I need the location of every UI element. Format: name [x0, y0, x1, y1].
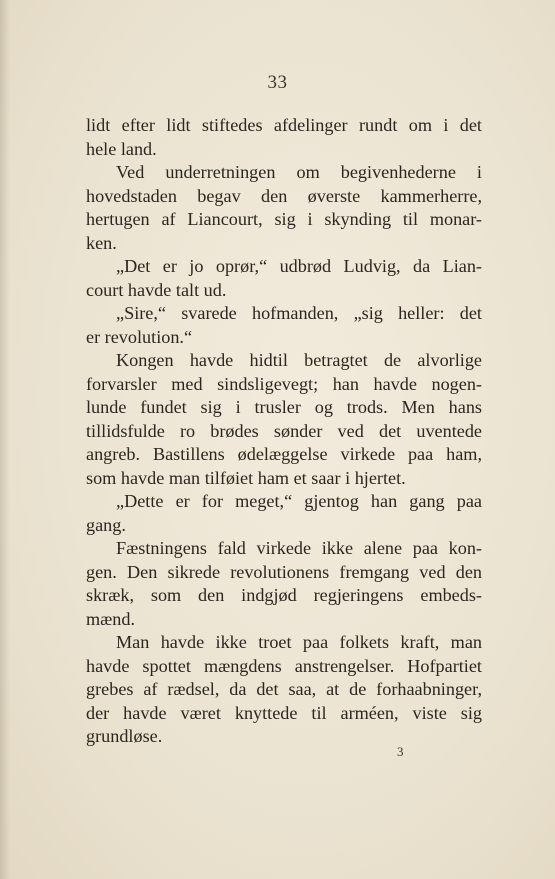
- text-line: hele land.: [86, 138, 157, 159]
- text-line: court havde talt ud.: [86, 279, 227, 300]
- text-line: som havde man tilføiet ham et saar i hjertet.: [86, 467, 406, 488]
- text-line: lunde fundet sig i trusler og trods. Men hans: [86, 397, 482, 417]
- signature-mark: 3: [397, 744, 404, 759]
- text-line: Fæstningens fald virkede ikke alene paa kon-: [116, 538, 482, 558]
- page-edge-shadow: [0, 0, 10, 879]
- text-line: er revolution.“: [86, 326, 193, 347]
- text-line: forvarsler med sindsligevegt; han havde nogen-: [86, 373, 482, 394]
- text-line: „Sire,“ svarede hofmanden, „sig heller: det: [116, 303, 482, 323]
- page-number: 33: [267, 72, 288, 93]
- text-line: „Det er jo oprør,“ udbrød Ludvig, da Lian-: [116, 256, 482, 276]
- text-line: hovedstaden begav den øverste kammerherre,: [86, 185, 482, 206]
- text-line: grebes af rædsel, da det saa, at de forhaabninger,: [86, 679, 482, 699]
- text-line: „Dette er for meget,“ gjentog han gang paa: [116, 491, 482, 511]
- text-line: der havde været knyttede til arméen, viste sig: [86, 702, 482, 723]
- text-line: gen. Den sikrede revolutionens fremgang ved den: [86, 561, 482, 582]
- text-line: angreb. Bastillens ødelæggelse virkede paa ham,: [86, 444, 482, 464]
- text-line: havde spottet mængdens anstrengelser. Hofpartiet: [86, 655, 482, 676]
- text-line: Kongen havde hidtil betragtet de alvorlige: [116, 350, 482, 370]
- text-line: gang.: [86, 514, 126, 535]
- text-line: ken.: [86, 232, 117, 253]
- body-text: [86, 114, 482, 749]
- text-line: mænd.: [86, 608, 136, 629]
- text-line: skræk, som den indgjød regjeringens embeds-: [86, 585, 482, 605]
- text-line: grundløse.: [86, 726, 163, 746]
- text-line: Ved underretningen om begivenhederne i: [116, 162, 482, 182]
- text-line: Man havde ikke troet paa folkets kraft, man: [116, 632, 482, 652]
- text-line: hertugen af Liancourt, sig i skynding til monar-: [86, 209, 482, 229]
- text-line: lidt efter lidt stiftedes afdelinger rundt om i det: [86, 115, 482, 135]
- text-line: tillidsfulde ro brødes sønder ved det uventede: [86, 420, 482, 441]
